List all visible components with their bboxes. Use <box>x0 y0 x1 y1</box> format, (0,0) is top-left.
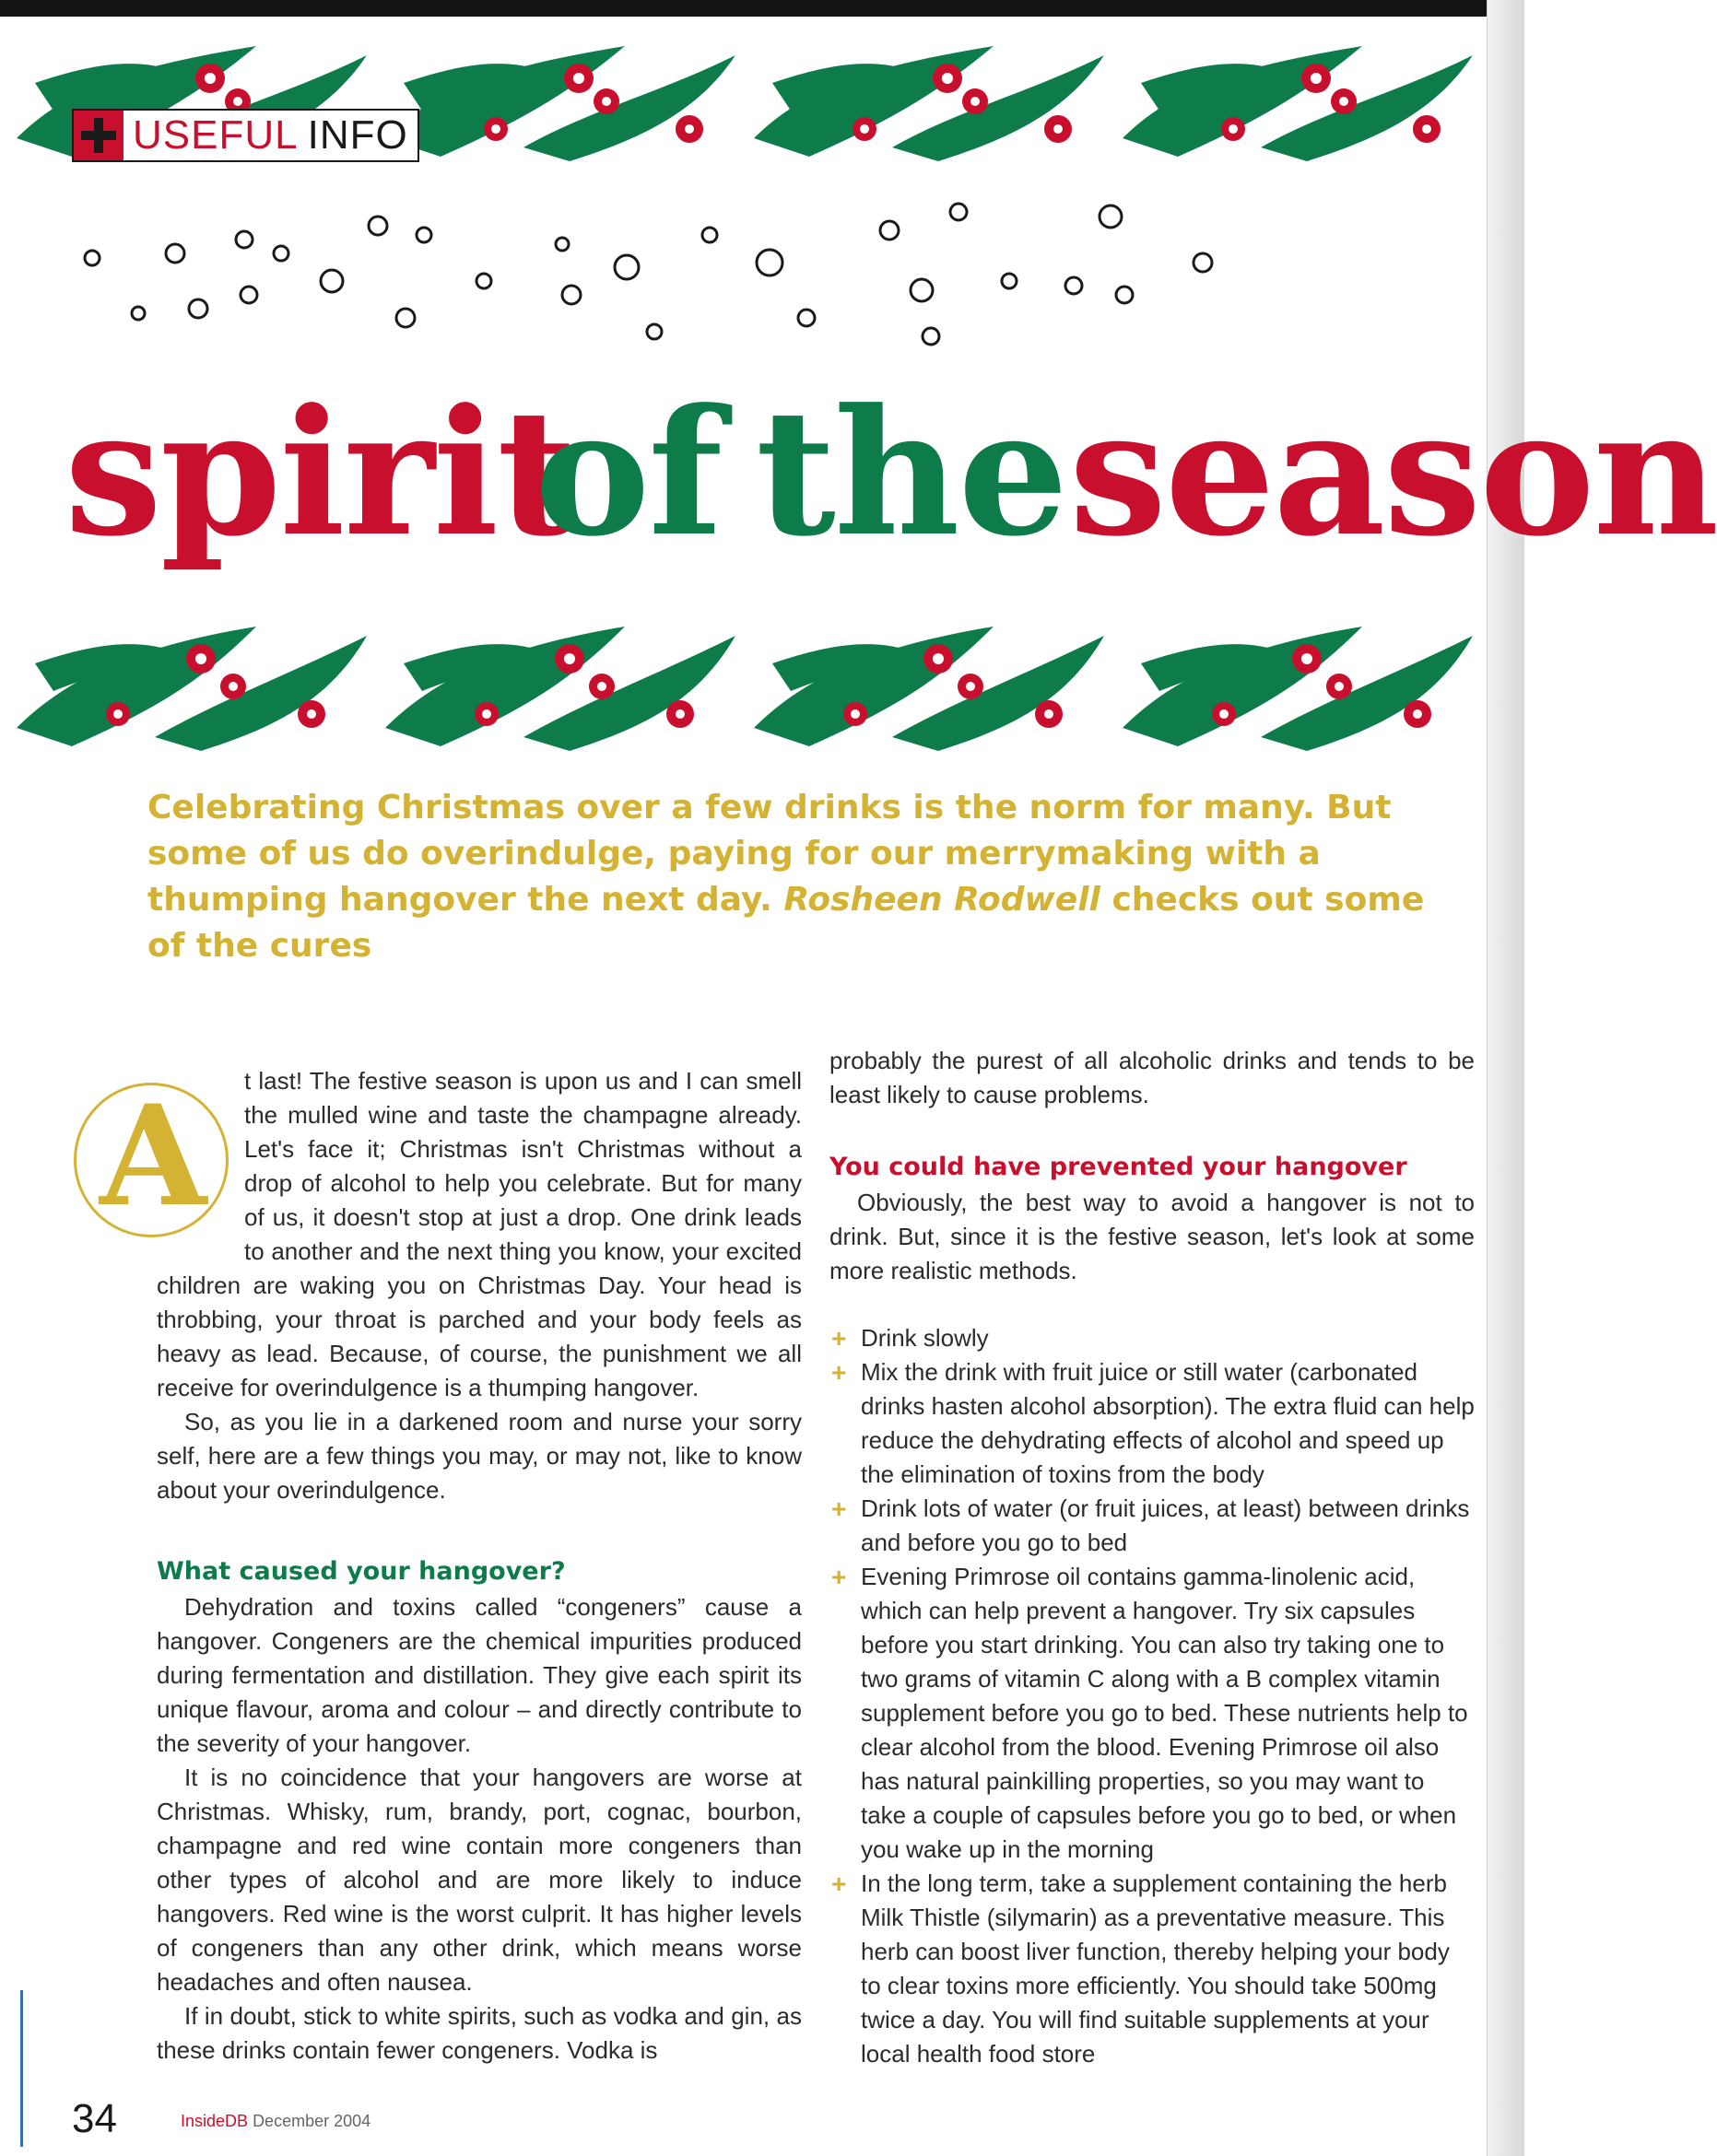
page-gutter-edge <box>1487 0 1524 2156</box>
article-paragraph-5: If in doubt, stick to white spirits, such as vodka and gin, as these drinks contain fewer congeners. Vodka is <box>157 2002 802 2064</box>
headline-word-season: season <box>1069 371 1717 575</box>
dropcap <box>74 1046 235 1267</box>
page-number: 34 <box>72 2096 117 2141</box>
plus-sparkle-icon: + <box>831 1324 847 1353</box>
tip-text: Drink lots of water (or fruit juices, at least) between drinks and before you go to bed <box>861 1494 1470 1556</box>
tips-list-item <box>829 1492 1475 1560</box>
article-intro: t last! The festive season is upon us and I can smell the mulled wine and taste the champagne already. Let's face it; Christmas isn't Christmas without a drop of alcohol to help you celebrate. But for many of us, it doesn't stop at just a drop. One drink leads to another and the next thing you know, your excited children are waking you on Christmas Day. Your head is throbbing, your throat is parched and your body feels as heavy as lead. Because, of course, the punishment we all receive for overindulgence is a thumping hangover. <box>157 1067 802 1401</box>
headline <box>65 350 1717 580</box>
plus-sparkle-icon: + <box>831 1869 847 1898</box>
article-paragraph-4: It is no coincidence that your hangovers are worse at Christmas. Whisky, rum, brandy, port, cognac, bourbon, champagne and red wine contain more congeners than other types of alcohol and are more likely to induce hangovers. Red wine is the worst culprit. It has higher levels of congeners than any other drink, which means worse headaches and often nausea. <box>157 1763 802 1996</box>
article-paragraph-2: So, as you lie in a darkened room and nurse your sorry self, here are a few things you may, or may not, like to know about your overindulgence. <box>157 1408 802 1504</box>
tips-list-item <box>829 1560 1475 1867</box>
article-column-right <box>829 1044 1475 2071</box>
folio-rule <box>20 1990 23 2147</box>
tip-text: Evening Primrose oil contains gamma-linolenic acid, which can help prevent a hangover. Try six capsules before you start drinking. You can also try taking one to two grams of vitamin C along with a B complex vitamin supplement before you go to bed. These nutrients help to clear alcohol from the blood. Evening Primrose oil also has natural painkilling properties, so you may want to take a couple of capsules before you go to bed, or when you wake up in the morning <box>861 1563 1468 1863</box>
top-rule <box>0 0 1524 17</box>
red-cross-icon <box>74 111 123 160</box>
holly-border-bottom <box>17 599 1491 756</box>
footer-credit <box>181 2112 370 2131</box>
issue-date: December 2004 <box>253 2112 371 2130</box>
standfirst <box>147 785 1456 969</box>
badge-word-useful: USEFUL <box>133 112 299 158</box>
plus-sparkle-icon: + <box>831 1494 847 1523</box>
tips-list-item <box>829 1355 1475 1492</box>
badge-word-info: INFO <box>307 112 408 158</box>
dropcap-letter: A <box>100 1075 207 1237</box>
subhead-could-have-prevented: You could have prevented your hangover <box>829 1153 1407 1181</box>
plus-sparkle-icon: + <box>831 1563 847 1591</box>
article-paragraph-6: Obviously, the best way to avoid a hangover is not to drink. But, since it is the festive season, let's look at some more realistic methods. <box>829 1189 1475 1284</box>
useful-info-badge <box>72 109 419 162</box>
article-column-left <box>100 1064 802 2068</box>
headline-word-the: the <box>756 371 1067 575</box>
headline-word-of: of <box>535 371 722 575</box>
standfirst-author: Rosheen Rodwell <box>783 881 1100 919</box>
tip-text: Drink slowly <box>861 1324 989 1352</box>
article-paragraph-5-continued: probably the purest of all alcoholic drinks and tends to be least likely to cause problems. <box>829 1047 1475 1108</box>
tip-text: In the long term, take a supplement containing the herb Milk Thistle (silymarin) as a preventative measure. This herb can boost liver function, thereby helping your body to clear toxins more efficiently. You should take 500mg twice a day. You will find suitable supplements at your local health food store <box>861 1869 1450 2068</box>
tips-list-item <box>829 1321 1475 1355</box>
standfirst-tail: checks out some of the cures <box>147 881 1425 965</box>
magazine-name: InsideDB <box>181 2112 249 2130</box>
holly-pattern-bottom <box>17 599 1491 756</box>
subhead-what-caused: What caused your hangover? <box>157 1557 566 1586</box>
tips-list-item <box>829 1867 1475 2071</box>
headline-word-spirit: spirit <box>65 371 576 575</box>
article-paragraph-3: Dehydration and toxins called “congeners” cause a hangover. Congeners are the chemical impurities produced during fermentation and distillation. They give each spirit its unique flavour, aroma and colour – and directly contribute to the severity of your hangover. <box>157 1593 802 1757</box>
standfirst-lead: Celebrating Christmas over a few drinks is the norm for many. But some of us do overindulge, paying for our merrymaking with a thumping hangover the next day. <box>147 789 1392 919</box>
tips-list <box>829 1321 1475 2071</box>
tip-text: Mix the drink with fruit juice or still water (carbonated drinks hasten alcohol absorption). The extra fluid can help reduce the dehydrating effects of alcohol and speed up the elimination of toxins from the body <box>861 1358 1475 1488</box>
bubbles-decoration <box>55 207 1419 364</box>
plus-sparkle-icon: + <box>831 1358 847 1387</box>
